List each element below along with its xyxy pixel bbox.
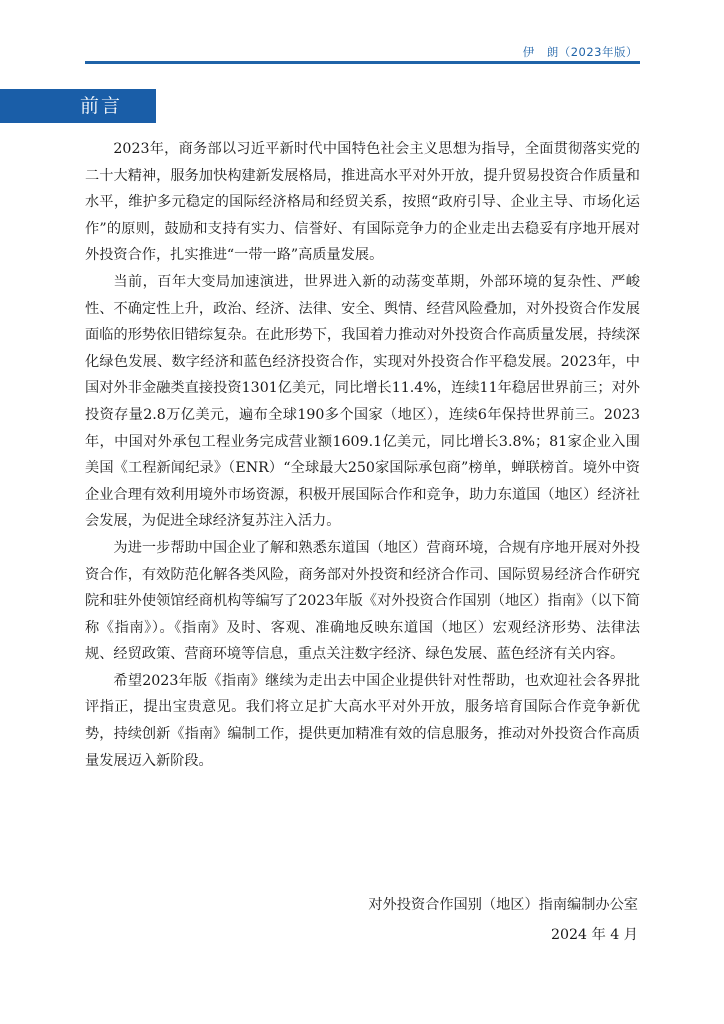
section-tab (0, 89, 156, 123)
signature-office: 对外投资合作国别（地区）指南编制办公室 (368, 897, 638, 913)
running-header: 伊 朗（2023年版） (522, 45, 638, 59)
header-rule (85, 61, 640, 64)
paragraph-2: 当前，百年大变局加速演进，世界进入新的动荡变革期，外部环境的复杂性、严峻性、不确定性上升，政治、经济、法律、安全、舆情、经营风险叠加，对外投资合作发展面临的形势依旧错综复杂。在此形势下，我国着力推动对外投资合作高质量发展，持续深化绿色发展、数字经济和蓝色经济投资合作，实现对外投资合作平稳发展。2023年，中国对外非金融类直接投资1301亿美元，同比增长11.4%，连续11年稳居世界前三；对外投资存量2.8万亿美元，遍布全球190多个国家（地区），连续6年保持世界前三。2023年，中国对外承包工程业务完成营业额1609.1亿美元，同比增长3.8%；81家企业入围美国《工程新闻纪录》（ENR）“全球最大250家国际承包商”榜单，蝉联榜首。境外中资企业合理有效利用境外市场资源，积极开展国际合作和竞争，助力东道国（地区）经济社会发展，为促进全球经济复苏注入活力。 (85, 273, 640, 530)
signature-date: 2024 年 4 月 (550, 927, 638, 943)
paragraph-1: 2023年，商务部以习近平新时代中国特色社会主义思想为指导，全面贯彻落实党的二十大精神，服务加快构建新发展格局，推进高水平对外开放，提升贸易投资合作质量和水平，维护多元稳定的国际经济格局和经贸关系，按照“政府引导、企业主导、市场化运作”的原则，鼓励和支持有实力、信誉好、有国际竞争力的企业走出去稳妥有序地开展对外投资合作，扎实推进“一带一路”高质量发展。 (85, 141, 640, 264)
signature-block (368, 890, 638, 950)
section-title: 前言 (80, 95, 123, 117)
preface-body (85, 136, 640, 774)
paragraph-3: 为进一步帮助中国企业了解和熟悉东道国（地区）营商环境，合规有序地开展对外投资合作，有效防范化解各类风险，商务部对外投资和经济合作司、国际贸易经济合作研究院和驻外使领馆经商机构等编写了2023年版《对外投资合作国别（地区）指南》（以下简称《指南》）。《指南》及时、客观、准确地反映东道国（地区）宏观经济形势、法律法规、经贸政策、营商环境等信息，重点关注数字经济、绿色发展、蓝色经济有关内容。 (85, 539, 640, 663)
paragraph-4: 希望2023年版《指南》继续为走出去中国企业提供针对性帮助，也欢迎社会各界批评指正，提出宝贵意见。我们将立足扩大高水平对外开放，服务培育国际合作竞争新优势，持续创新《指南》编制工作，提供更加精准有效的信息服务，推动对外投资合作高质量发展迈入新阶段。 (85, 672, 640, 769)
